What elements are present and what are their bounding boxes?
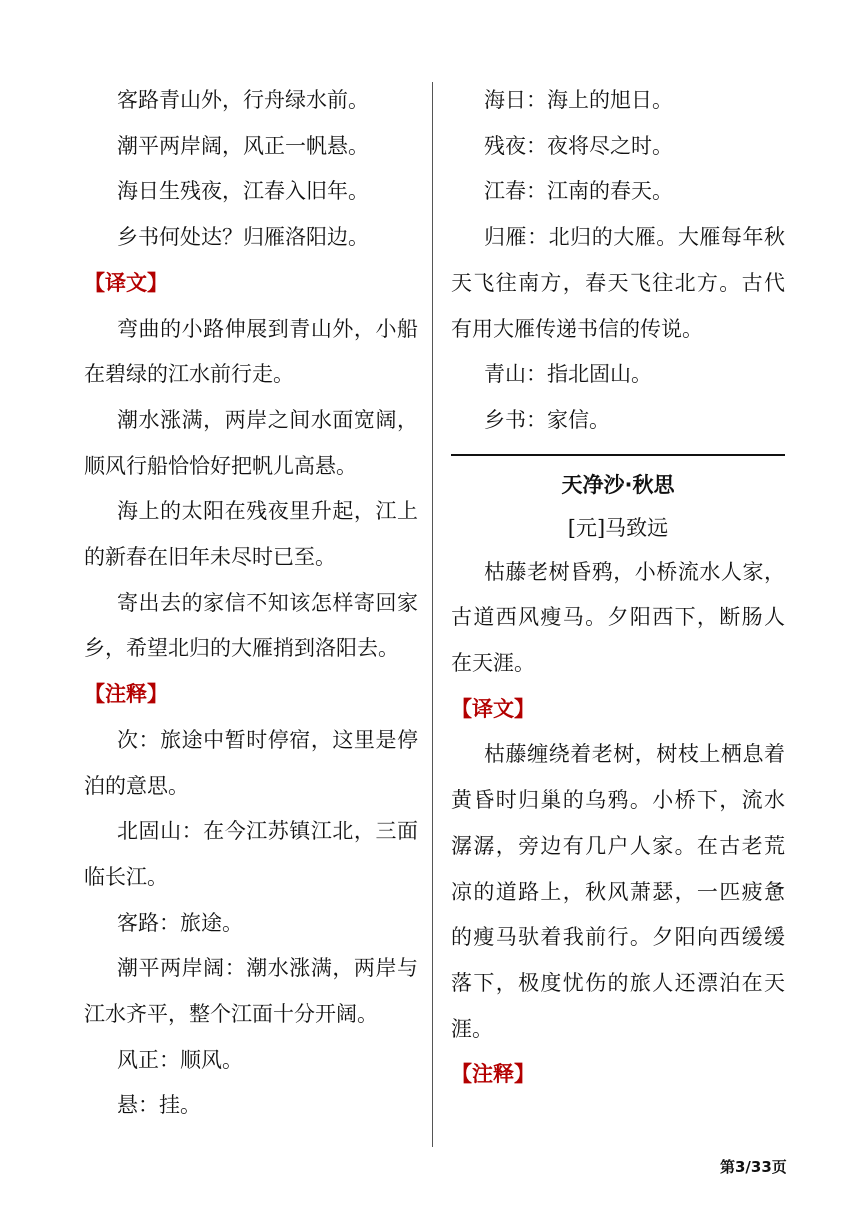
note-item: 江春：江南的春天。 — [484, 179, 673, 204]
note-item: 风正：顺风。 — [117, 1047, 243, 1072]
translation-paragraph: 海上的太阳在残夜里升起，江上的新春在旧年未尽时已至。 — [84, 499, 418, 570]
poem-author: [元]马致远 — [567, 515, 669, 540]
column-divider — [432, 82, 433, 1147]
translation-paragraph: 弯曲的小路伸展到青山外，小船在碧绿的江水前行走。 — [84, 316, 418, 387]
poem-title: 天净沙·秋思 — [561, 472, 675, 497]
note-item: 次：旅途中暂时停宿，这里是停泊的意思。 — [84, 727, 418, 798]
note-item: 潮平两岸阔：潮水涨满，两岸与江水齐平，整个江面十分开阔。 — [84, 956, 418, 1027]
section-divider — [451, 454, 785, 456]
poem-line: 客路青山外，行舟绿水前。 — [117, 88, 369, 112]
poem-text: 枯藤老树昏鸦，小桥流水人家，古道西风瘦马。夕阳西下，断肠人在天涯。 — [451, 559, 785, 676]
right-column — [451, 78, 785, 1098]
translation-heading: 【译文】 — [84, 270, 168, 295]
note-item: 悬：挂。 — [117, 1093, 201, 1118]
notes-heading: 【注释】 — [451, 1062, 535, 1087]
left-column — [84, 78, 418, 1129]
note-item: 青山：指北固山。 — [484, 362, 652, 387]
translation-heading: 【译文】 — [451, 696, 535, 721]
note-item: 残夜：夜将尽之时。 — [484, 133, 673, 158]
note-item: 海日：海上的旭日。 — [484, 88, 673, 112]
note-item: 乡书：家信。 — [484, 407, 610, 432]
translation-paragraph: 潮水涨满，两岸之间水面宽阔，顺风行船恰恰好把帆儿高悬。 — [84, 407, 418, 478]
note-item: 归雁：北归的大雁。大雁每年秋天飞往南方，春天飞往北方。古代有用大雁传递书信的传说。 — [451, 225, 785, 341]
page-number: 第3/33页 — [720, 1158, 787, 1176]
translation-paragraph: 寄出去的家信不知该怎样寄回家乡，希望北归的大雁捎到洛阳去。 — [84, 590, 418, 661]
poem-line: 海日生残夜，江春入旧年。 — [117, 179, 369, 204]
note-item: 客路：旅途。 — [117, 910, 243, 935]
poem-line: 乡书何处达？归雁洛阳边。 — [117, 225, 369, 250]
poem-line: 潮平两岸阔，风正一帆悬。 — [117, 133, 369, 158]
translation-paragraph: 枯藤缠绕着老树，树枝上栖息着黄昏时归巢的乌鸦。小桥下，流水潺潺，旁边有几户人家。在古老荒凉的道路上，秋风萧瑟，一匹疲惫的瘦马驮着我前行。夕阳向西缓缓落下，极度忧伤的旅人还漂泊在天涯。 — [451, 742, 785, 1041]
note-item: 北固山：在今江苏镇江北，三面临长江。 — [84, 819, 418, 889]
notes-heading: 【注释】 — [84, 682, 168, 707]
